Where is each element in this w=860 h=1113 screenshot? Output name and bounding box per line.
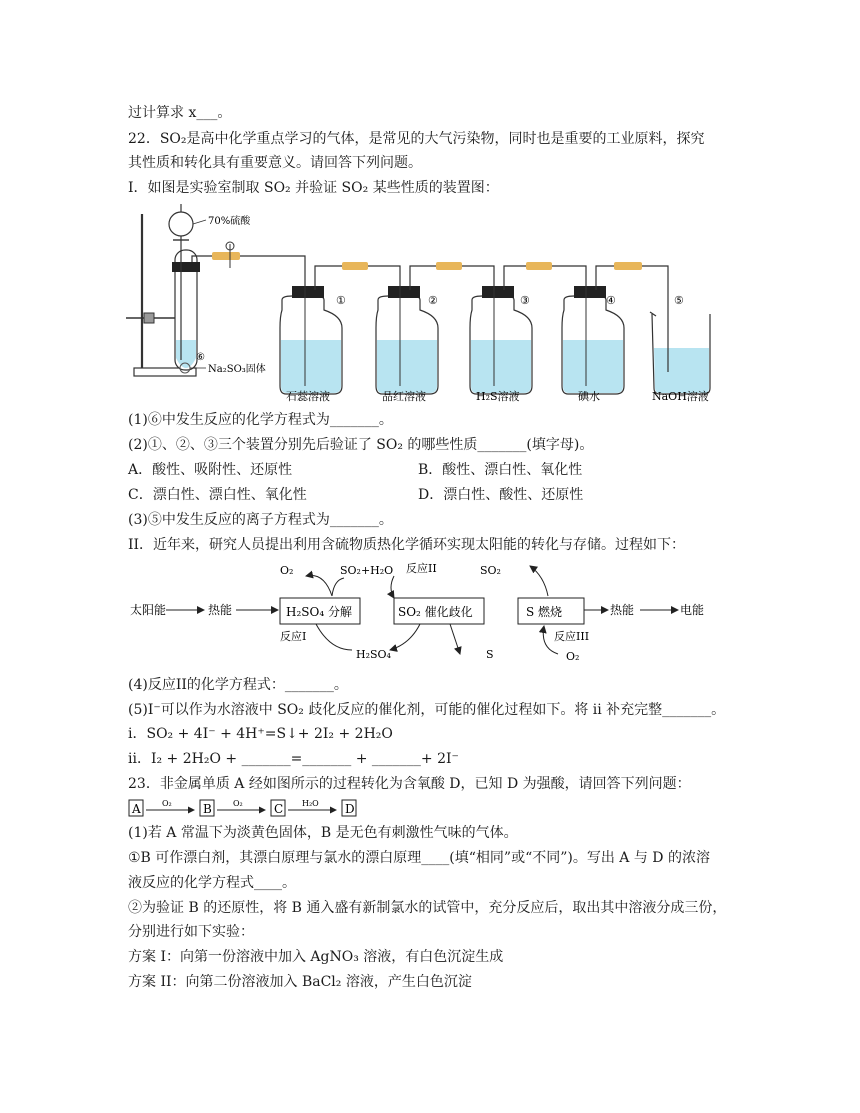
- cycle-diagram: [120, 558, 720, 668]
- reaction-1-label: 反应I: [280, 630, 307, 643]
- bottle-1: [280, 286, 346, 403]
- equation-i: i．SO₂ + 4I⁻ + 4H⁺=S↓+ 2I₂ + 2H₂O: [128, 726, 393, 742]
- bottle-number: ④: [606, 294, 616, 307]
- plan-2: 方案 II：向第二份溶液加入 BaCl₂ 溶液，产生白色沉淀: [128, 974, 472, 990]
- solar-label: 太阳能: [130, 603, 167, 617]
- bottle-label: 品红溶液: [382, 390, 426, 403]
- chain-diagram: [128, 796, 368, 820]
- question-23-1-b: ②为验证 B 的还原性，将 B 通入盛有新制氯水的试管中，充分反应后，取出其中溶液分成三份，: [128, 900, 727, 916]
- chain-a: A: [132, 802, 141, 816]
- solid-label: Na₂SO₃固体: [208, 364, 266, 375]
- chain-b: B: [203, 802, 212, 816]
- s-bottom: S: [486, 648, 494, 661]
- option-b: B．酸性、漂白性、氧化性: [418, 462, 583, 478]
- plan-1: 方案 I：向第一份溶液中加入 AgNO₃ 溶液，有白色沉淀生成: [128, 949, 504, 965]
- electric-label: 电能: [680, 603, 705, 617]
- option-a: A．酸性、吸附性、还原性: [128, 462, 293, 478]
- bottle-label: 碘水: [578, 390, 600, 403]
- question-2: (2)①、②、③三个装置分别先后验证了 SO₂ 的哪些性质_______(填字母)。: [128, 437, 594, 453]
- bottle-number: ③: [520, 294, 530, 307]
- chain-o2-1: O₂: [162, 799, 172, 808]
- question-23-1-a-cont: 液反应的化学方程式____。: [128, 875, 296, 891]
- h2so4-bottom: H₂SO₄: [356, 648, 391, 661]
- so2-top: SO₂: [480, 564, 501, 577]
- chain-h2o: H₂O: [302, 799, 319, 808]
- acid-label: 70%硫酸: [208, 216, 251, 227]
- box-h2so4: H₂SO₄ 分解: [286, 605, 352, 619]
- o2-top: O₂: [280, 564, 294, 577]
- o2-bottom: O₂: [566, 650, 580, 663]
- question-23-1-a: ①B 可作漂白剂，其漂白原理与氯水的漂白原理____(填“相同”或“不同”)。写出 A 与 D 的浓溶: [128, 850, 710, 866]
- section-i-heading: I．如图是实验室制取 SO₂ 并验证 SO₂ 某些性质的装置图：: [128, 180, 499, 196]
- bottle-4: [562, 286, 624, 403]
- beaker-5: [650, 294, 710, 403]
- question-1: (1)⑥中发生反应的化学方程式为_______。: [128, 412, 393, 428]
- bottle-label: NaOH溶液: [652, 390, 709, 403]
- option-d: D．漂白性、酸性、还原性: [418, 487, 584, 503]
- question-5: (5)I⁻可以作为水溶液中 SO₂ 歧化反应的催化剂，可能的催化过程如下。将 ii 补充完整_______。: [128, 702, 726, 718]
- bottle-label: H₂S溶液: [476, 390, 520, 403]
- bottle-2: [376, 286, 438, 403]
- section-ii-heading: II．近年来，研究人员提出利用含硫物质热化学循环实现太阳能的转化与存储。过程如下：: [128, 537, 686, 553]
- question-3: (3)⑤中发生反应的离子方程式为_______。: [128, 512, 393, 528]
- question-4: (4)反应II的化学方程式：_______。: [128, 677, 348, 693]
- option-c: C．漂白性、漂白性、氧化性: [128, 487, 307, 503]
- bottle-number: ⑤: [674, 294, 684, 307]
- bottle-number: ②: [428, 294, 438, 307]
- so2-h2o-label: SO₂+H₂O: [340, 564, 394, 577]
- question-23-intro: 23．非金属单质 A 经如图所示的过程转化为含氧酸 D，已知 D 为强酸，请回答下列问题：: [128, 776, 691, 792]
- question-23-1: (1)若 A 常温下为淡黄色固体，B 是无色有刺激性气味的气体。: [128, 825, 518, 841]
- bottle-number: ①: [336, 294, 346, 307]
- reaction-2-label: 反应II: [406, 562, 437, 575]
- heat-label: 热能: [208, 603, 233, 617]
- heat-label-2: 热能: [610, 603, 635, 617]
- box-so2: SO₂ 催化歧化: [398, 605, 473, 619]
- chain-o2-2: O₂: [233, 799, 243, 808]
- apparatus-diagram: [120, 200, 720, 410]
- text-line: 过计算求 x___。: [128, 105, 232, 121]
- question-22-intro: 22．SO₂是高中化学重点学习的气体，是常见的大气污染物，同时也是重要的工业原料，探究: [128, 131, 705, 147]
- reaction-3-label: 反应III: [554, 630, 590, 643]
- chain-d: D: [345, 802, 355, 816]
- chain-c: C: [274, 802, 284, 816]
- box-s: S 燃烧: [526, 605, 563, 619]
- bottle-3: [470, 286, 532, 403]
- text-line: 其性质和转化具有重要意义。请回答下列问题。: [128, 155, 422, 171]
- equation-ii: ii．I₂ + 2H₂O + _______=_______ + _______+ 2I⁻: [128, 751, 459, 767]
- tube-number: ⑥: [196, 352, 205, 363]
- bottle-label: 石蕊溶液: [286, 390, 330, 403]
- question-23-1-b-cont: 分别进行如下实验：: [128, 924, 254, 940]
